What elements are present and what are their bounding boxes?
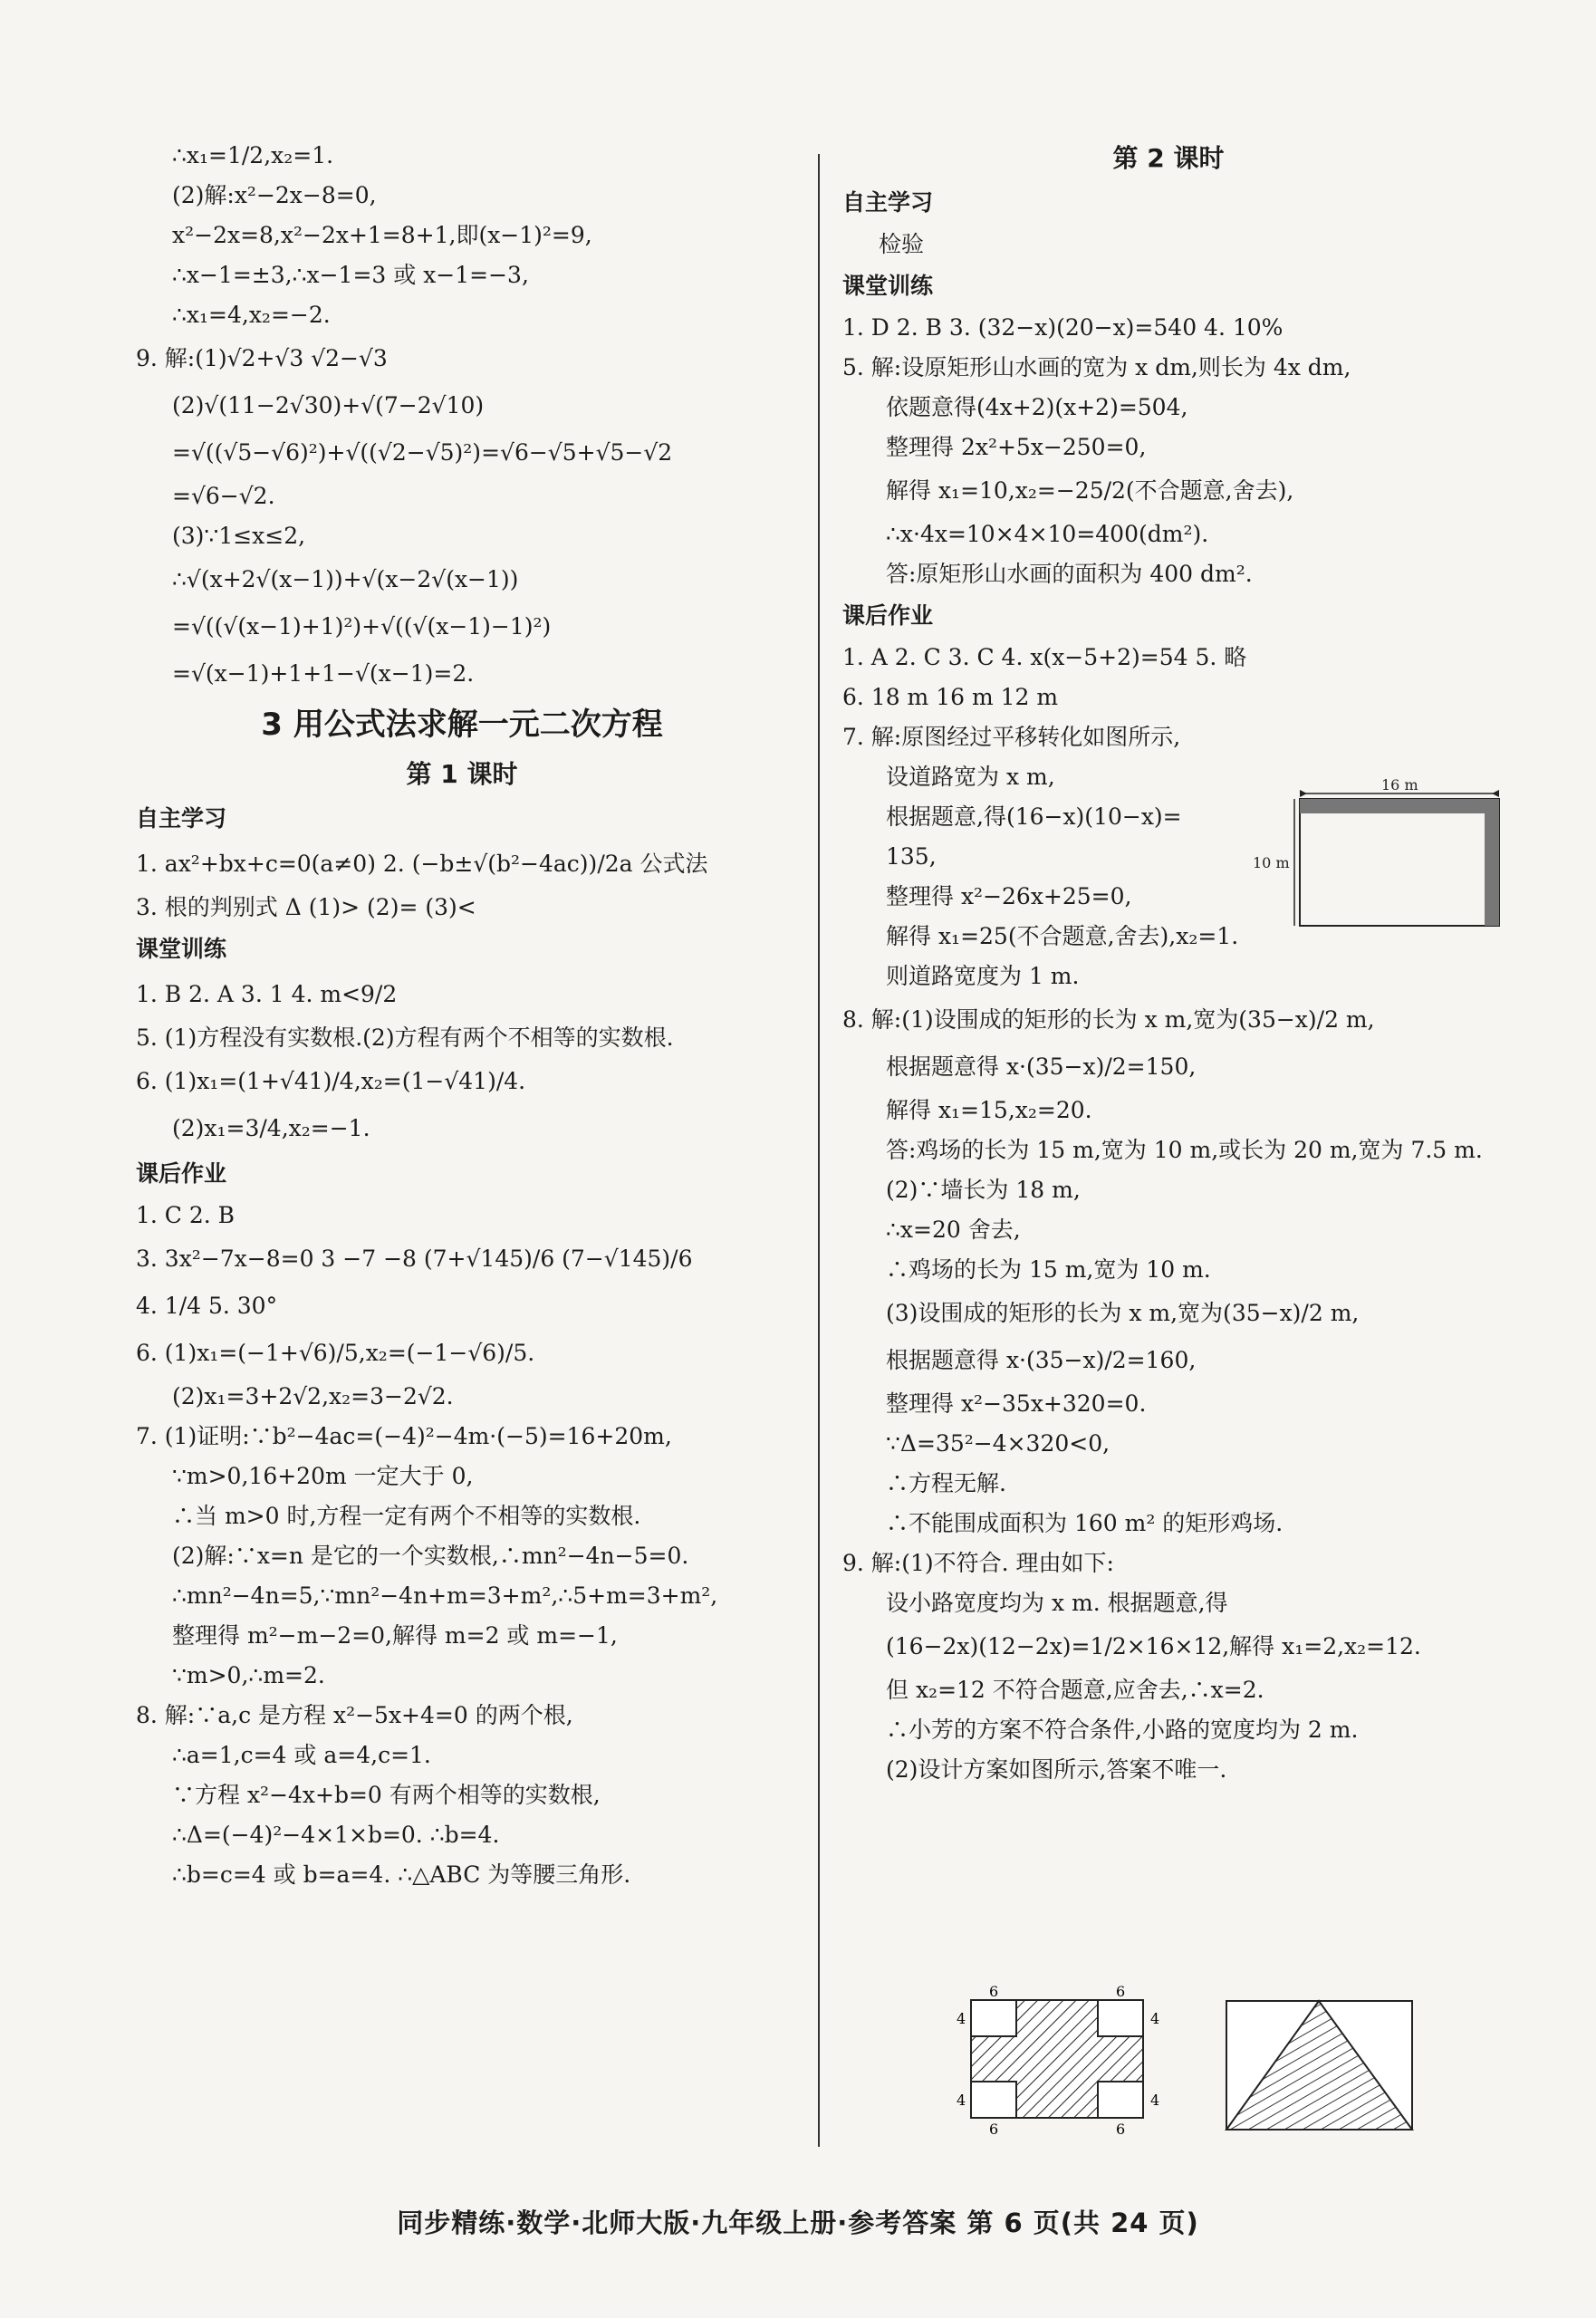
right-line: 7. 解:原图经过平移转化如图所示,: [842, 724, 1181, 750]
left-line: 整理得 m²−m−2=0,解得 m=2 或 m=−1,: [172, 1622, 618, 1649]
right-line: 依题意得(4x+2)(x+2)=504,: [886, 394, 1188, 420]
cross-side-label-left-top: 4: [957, 2010, 966, 2027]
right-line: 课后作业: [842, 602, 934, 629]
right-line: 整理得 2x²+5x−250=0,: [886, 434, 1147, 460]
road-figure: [1245, 777, 1508, 931]
right-column: [842, 136, 1495, 1790]
column-divider: [818, 154, 820, 2147]
left-line: 1. ax²+bx+c=0(a≠0) 2. (−b±√(b²−4ac))/2a 公式法: [136, 851, 708, 877]
left-line: 5. (1)方程没有实数根.(2)方程有两个不相等的实数根.: [136, 1024, 674, 1051]
left-line: x²−2x=8,x²−2x+1=8+1,即(x−1)²=9,: [172, 222, 592, 248]
cross-top-label-right: 6: [1116, 1984, 1126, 2000]
triangle-design-figure: [1223, 1997, 1418, 2133]
right-line: 整理得 x²−35x+320=0.: [886, 1390, 1147, 1417]
left-line: =√(x−1)+1+1−√(x−1)=2.: [172, 660, 475, 687]
left-line: 课堂训练: [136, 936, 227, 962]
left-line: =√((√5−√6)²)+√((√2−√5)²)=√6−√5+√5−√2: [172, 439, 673, 466]
right-line: ∴鸡场的长为 15 m,宽为 10 m.: [886, 1256, 1211, 1283]
left-line: 1. B 2. A 3. 1 4. m<9/2: [136, 981, 398, 1007]
right-line: 解得 x₁=15,x₂=20.: [886, 1097, 1092, 1123]
right-line: 检验: [879, 231, 925, 257]
right-line: 根据题意,得(16−x)(10−x)=: [886, 803, 1182, 830]
right-line: 解得 x₁=10,x₂=−25/2(不合题意,舍去),: [886, 477, 1294, 504]
right-line: (3)设围成的矩形的长为 x m,宽为(35−x)/2 m,: [886, 1300, 1360, 1326]
cross-side-label-right-bottom: 4: [1150, 2092, 1160, 2109]
right-line: 则道路宽度为 1 m.: [886, 963, 1080, 989]
right-line: ∴x·4x=10×4×10=400(dm²).: [886, 521, 1209, 547]
cross-design-figure: [951, 1984, 1168, 2138]
cross-top-label-left: 6: [989, 1984, 999, 2000]
left-line: ∴当 m>0 时,方程一定有两个不相等的实数根.: [172, 1503, 641, 1529]
right-line: ∵Δ=35²−4×320<0,: [886, 1430, 1110, 1457]
right-line: 135,: [886, 843, 937, 870]
left-line: 3 用公式法求解一元二次方程: [261, 707, 663, 743]
left-line: 8. 解:∵a,c 是方程 x²−5x+4=0 的两个根,: [136, 1702, 573, 1728]
left-column: [136, 136, 788, 1895]
cross-bottom-label-left: 6: [989, 2121, 999, 2138]
road-width-label: 16 m: [1381, 777, 1418, 794]
right-line: ∴x=20 舍去,: [886, 1217, 1021, 1243]
left-line: ∴a=1,c=4 或 a=4,c=1.: [172, 1742, 431, 1768]
right-line: 整理得 x²−26x+25=0,: [886, 883, 1132, 909]
left-line: 9. 解:(1)√2+√3 √2−√3: [136, 345, 388, 371]
right-line: 1. D 2. B 3. (32−x)(20−x)=540 4. 10%: [842, 314, 1284, 341]
left-line: ∵m>0,∴m=2.: [172, 1662, 325, 1688]
left-line: ∴x−1=±3,∴x−1=3 或 x−1=−3,: [172, 262, 529, 288]
left-line: 3. 3x²−7x−8=0 3 −7 −8 (7+√145)/6 (7−√145)/6: [136, 1246, 693, 1272]
right-line: 1. A 2. C 3. C 4. x(x−5+2)=54 5. 略: [842, 644, 1247, 670]
right-line: 答:鸡场的长为 15 m,宽为 10 m,或长为 20 m,宽为 7.5 m.: [886, 1137, 1483, 1163]
left-line: (2)解:x²−2x−8=0,: [172, 182, 377, 208]
right-line: ∴小芳的方案不符合条件,小路的宽度均为 2 m.: [886, 1717, 1359, 1743]
right-line: 8. 解:(1)设围成的矩形的长为 x m,宽为(35−x)/2 m,: [842, 1006, 1375, 1033]
left-line: 3. 根的判别式 Δ (1)> (2)= (3)<: [136, 894, 476, 920]
right-line: ∴不能围成面积为 160 m² 的矩形鸡场.: [886, 1510, 1284, 1536]
left-line: ∴x₁=4,x₂=−2.: [172, 302, 331, 328]
left-line: =√((√(x−1)+1)²)+√((√(x−1)−1)²): [172, 613, 552, 640]
left-line: ∵m>0,16+20m 一定大于 0,: [172, 1463, 474, 1489]
right-line: 根据题意得 x·(35−x)/2=160,: [886, 1347, 1197, 1373]
left-line: 第 1 课时: [406, 759, 518, 789]
cross-side-label-left-bottom: 4: [957, 2092, 966, 2109]
page-footer: 同步精练·数学·北师大版·九年级上册·参考答案 第 6 页(共 24 页): [397, 2207, 1199, 2238]
left-line: 课后作业: [136, 1160, 227, 1187]
left-line: 自主学习: [136, 805, 227, 832]
right-line: 自主学习: [842, 189, 934, 216]
left-line: (2)x₁=3+2√2,x₂=3−2√2.: [172, 1383, 454, 1409]
right-line: 答:原矩形山水画的面积为 400 dm².: [886, 561, 1253, 587]
left-line: 6. (1)x₁=(1+√41)/4,x₂=(1−√41)/4.: [136, 1068, 526, 1094]
left-line: ∵方程 x²−4x+b=0 有两个相等的实数根,: [172, 1782, 601, 1808]
left-line: (2)√(11−2√30)+√(7−2√10): [172, 392, 485, 418]
left-line: 1. C 2. B: [136, 1202, 236, 1228]
right-line: 9. 解:(1)不符合. 理由如下:: [842, 1550, 1114, 1576]
left-line: ∴√(x+2√(x−1))+√(x−2√(x−1)): [172, 566, 519, 592]
left-line: 4. 1/4 5. 30°: [136, 1293, 278, 1319]
left-line: ∴b=c=4 或 b=a=4. ∴△ABC 为等腰三角形.: [172, 1861, 631, 1888]
right-line: 根据题意得 x·(35−x)/2=150,: [886, 1053, 1197, 1080]
right-line: (2)设计方案如图所示,答案不唯一.: [886, 1756, 1227, 1783]
left-line: (2)x₁=3/4,x₂=−1.: [172, 1115, 370, 1141]
right-line: 5. 解:设原矩形山水画的宽为 x dm,则长为 4x dm,: [842, 354, 1351, 380]
cross-side-label-right-top: 4: [1150, 2010, 1160, 2027]
right-line: (2)∵墙长为 18 m,: [886, 1177, 1081, 1203]
right-line: 解得 x₁=25(不合题意,舍去),x₂=1.: [886, 923, 1239, 949]
left-line: (3)∵1≤x≤2,: [172, 523, 306, 549]
left-line: 7. (1)证明:∵b²−4ac=(−4)²−4m·(−5)=16+20m,: [136, 1423, 672, 1449]
left-line: ∴mn²−4n=5,∵mn²−4n+m=3+m²,∴5+m=3+m²,: [172, 1582, 718, 1609]
right-line: 课堂训练: [842, 273, 934, 299]
right-line: 6. 18 m 16 m 12 m: [842, 684, 1059, 710]
cross-bottom-label-right: 6: [1116, 2121, 1126, 2138]
right-line: 但 x₂=12 不符合题意,应舍去,∴x=2.: [886, 1677, 1264, 1703]
right-line: 设道路宽为 x m,: [886, 764, 1055, 790]
left-line: =√6−√2.: [172, 483, 275, 509]
left-line: ∴x₁=1/2,x₂=1.: [172, 142, 334, 168]
left-line: (2)解:∵x=n 是它的一个实数根,∴mn²−4n−5=0.: [172, 1543, 689, 1569]
right-line: 设小路宽度均为 x m. 根据题意,得: [886, 1590, 1228, 1616]
right-line: (16−2x)(12−2x)=1/2×16×12,解得 x₁=2,x₂=12.: [886, 1633, 1421, 1659]
right-line: ∴方程无解.: [886, 1470, 1006, 1496]
left-line: 6. (1)x₁=(−1+√6)/5,x₂=(−1−√6)/5.: [136, 1340, 535, 1366]
road-height-label: 10 m: [1253, 854, 1290, 871]
right-line: 第 2 课时: [1112, 143, 1225, 173]
left-line: ∴Δ=(−4)²−4×1×b=0. ∴b=4.: [172, 1822, 500, 1848]
